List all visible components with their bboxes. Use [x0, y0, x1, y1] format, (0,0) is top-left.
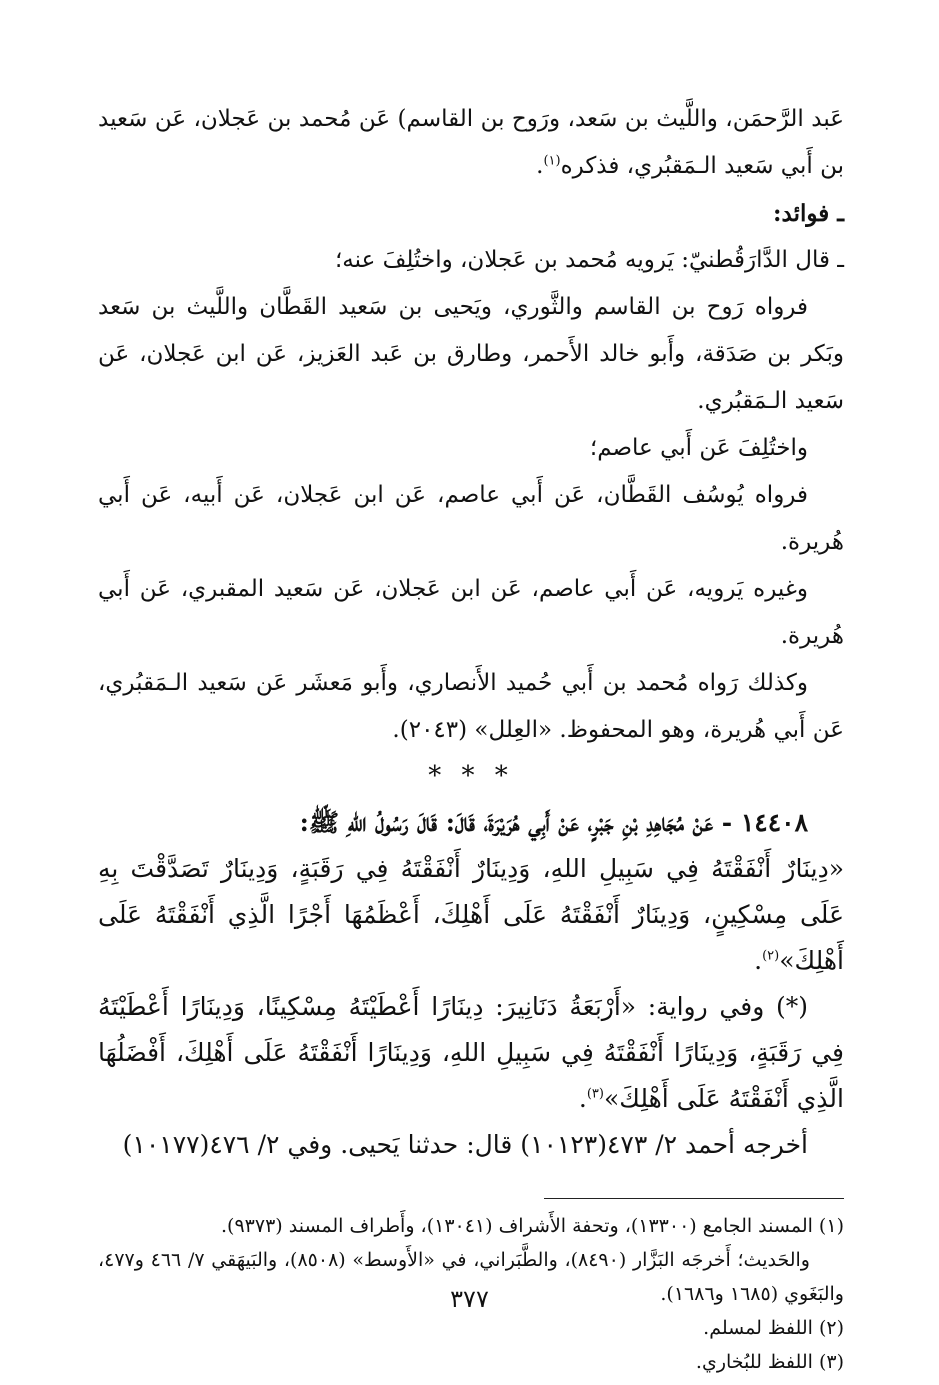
footnote-2: (٢) اللفظ لمسلم. [703, 1317, 844, 1339]
hadith-matn: «دِينَارٌ أَنْفَقْتَهُ فِي سَبِيلِ اللهِ، وَدِينَارٌ أَنْفَقْتَهُ فِي رَقَبَةٍ، وَدِينَارٌ تَصَدَّقْتَ بِهِ عَلَى مِسْكِينٍ، وَدِينَارٌ أَنْفَقْتَهُ عَلَى أَهْلِكَ، أَعْظَمُهَا أَجْرًا الَّذِي أَنْفَقْتَهُ عَلَى أَهْلِكَ» [98, 854, 844, 975]
footnote-3: (٣) اللفظ للبُخاري. [695, 1351, 844, 1373]
fawaid-paragraph-1: ـ قال الدَّارَقُطنيّ: يَرويه مُحمد بن عَجلان، واختُلِفَ عنه؛ [335, 247, 844, 273]
footnote-1: (١) المسند الجامع (١٣٣٠٠)، وتحفة الأَشراف (١٣٠٤١)، وأَطراف المسند (٩٣٧٣). [221, 1215, 844, 1237]
footnote-separator-wrap [98, 1168, 844, 1209]
page-number: ٣٧٧ [450, 1285, 489, 1313]
hadith-matn-end: . [754, 946, 763, 975]
intro-paragraph [98, 96, 844, 190]
fawaid-paragraph-4: فرواه يُوسُف القَطَّان، عَن أَبي عاصم، عَن ابن عَجلان، عَن أَبيه، عَن أَبي هُريرة. [98, 482, 844, 555]
hadith-heading: ١٤٤٠٨ - عَنْ مُجَاهِدِ بْنِ جَبْرٍ، عَنْ أَبِي هُرَيْرَةَ، قَالَ: قَالَ رَسُولُ اللهِ ﷺ: [299, 808, 808, 837]
hadith-variant [98, 984, 844, 1122]
section-separator: * * * [428, 761, 514, 791]
hadith-takhrij: أخرجه أحمد ٢/ ٤٧٣(١٠١٢٣) قال: حدثنا يَحيى. وفي ٢/ ٤٧٦(١٠١٧٧) [122, 1130, 808, 1159]
footnote-ref-1: (١) [543, 153, 561, 169]
intro-end: . [536, 153, 544, 179]
fawaid-paragraph-6: وكذلك رَواه مُحمد بن أَبي حُميد الأَنصاري، وأَبو مَعشَر عَن سَعيد الـمَقبُري، عَن أَبي هُريرة، وهو المحفوظ. «العِلل» (٢٠٤٣). [98, 670, 844, 743]
fawaid-paragraph-2: فرواه رَوح بن القاسم والثَّوري، ويَحيى بن سَعيد القَطَّان واللَّيث بن سَعد وبَكر بن صَدَقة، وأَبو خالد الأَحمر، وطارق بن عَبد العَزيز، عَن ابن عَجلان، عَن سَعيد الـمَقبُري. [98, 294, 844, 414]
footnote-ref-3: (٣) [586, 1086, 604, 1102]
fawaid-paragraph-5: وغيره يَرويه، عَن أَبي عاصم، عَن ابن عَجلان، عَن سَعيد المقبري، عَن أَبي هُريرة. [98, 576, 844, 649]
hadith-variant-end: . [578, 1084, 587, 1113]
fawaid-heading: ـ فوائد: [773, 200, 844, 227]
footnote-separator [544, 1198, 844, 1199]
page-body [98, 96, 844, 1379]
fawaid-paragraph-3: واختُلِفَ عَن أَبي عاصم؛ [589, 435, 808, 461]
hadith-variant-text: (*) وفي رواية: «أَرْبَعَةُ دَنَانِيرَ: دِينَارًا أَعْطَيْتَهُ مِسْكِينًا، وَدِينَارًا أَعْطَيْتَهُ فِي رَقَبَةٍ، وَدِينَارًا أَنْفَقْتَهُ فِي سَبِيلِ اللهِ، وَدِينَارًا أَنْفَقْتَهُ عَلَى أَهْلِكَ، أَفْضَلُهَا الَّذِي أَنْفَقْتَهُ عَلَى أَهْلِكَ» [98, 992, 844, 1113]
footnote-1-continued: والحَديث؛ أَخرجَه البَزَّار (٨٤٩٠)، والطَّبَراني، في «الأَوسط» (٨٥٠٨)، والبَيهَقي ٧/ ٤٦٦ و٤٧٧، والبَغَوي (١٦٨٥ و١٦٨٦). [98, 1249, 844, 1305]
hadith-text [98, 846, 844, 984]
intro-text: عَبد الرَّحمَن، واللَّيث بن سَعد، ورَوح بن القاسم) عَن مُحمد بن عَجلان، عَن سَعيد بن أَبي سَعيد الـمَقبُري، فذكره [98, 106, 844, 179]
footnote-ref-2: (٢) [762, 948, 780, 964]
